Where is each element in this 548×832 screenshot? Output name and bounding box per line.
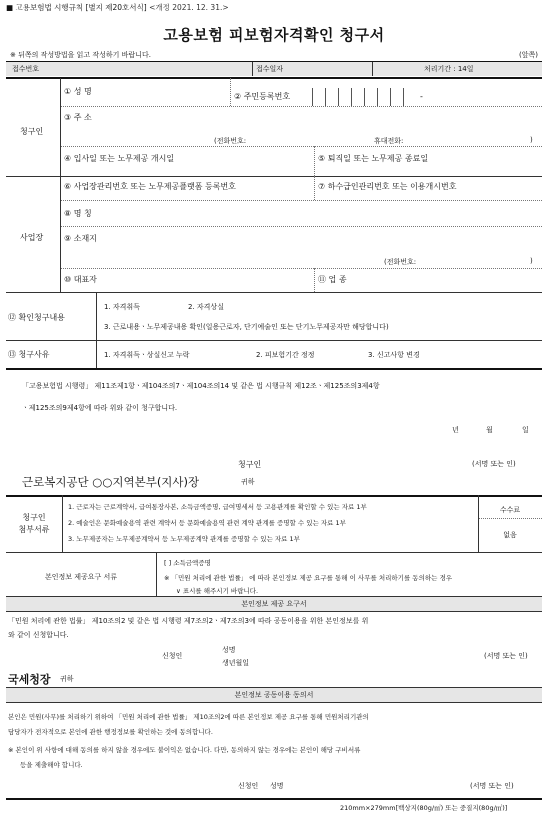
claimant-close-paren: ) [530,136,533,144]
info-name-label: 성명 [222,646,236,654]
receipt-date-label: 접수일자 [256,65,284,73]
instruction-note: ※ 뒤쪽의 작성방법을 읽고 작성하기 바랍니다. [10,51,151,59]
form-ref-text: ■ 고용보험법 시행규칙 [별지 제20호서식] [6,3,147,12]
attachments-label-1: 청구인 [22,513,46,522]
ssn-dash: - [420,92,423,101]
statement-line-1: 「고용보험법 시행령」 제11조제1항ㆍ제104조의7ㆍ제104조의14 및 같은 법 시행규칙 제12조ㆍ제125조의3제4항 [22,382,380,390]
consent-line-1: 본인은 민원(사무)를 처리하기 위하여 「민원 처리에 관한 법률」 제10조의2에 따른 본인정보 제공 요구를 통해 민원처리기관의 [8,713,369,721]
consent-sign: (서명 또는 인) [470,782,514,790]
consent-applicant-label: 신청인 [238,782,259,790]
reason-option-change[interactable]: 3. 신고사항 변경 [368,351,420,359]
date-day: 일 [522,426,529,434]
workplace-close-paren: ) [530,257,533,265]
claim-reason-label: ⑬ 청구사유 [8,350,50,359]
attachments-label-2: 첨부서류 [18,525,50,534]
confirm-option-loss[interactable]: 2. 자격상실 [188,303,224,311]
date-month: 월 [486,426,493,434]
ssn-field-label: ② 주민등록번호 [234,92,291,101]
claimant-mobile-label: 휴대전화: [374,137,404,145]
industry-label: ⑪ 업 종 [318,275,347,284]
workplace-phone-label: (전화번호: [384,258,417,266]
income-cert-checkbox[interactable]: [ ] 소득금액증명 [164,559,211,567]
info-section-line-2: 와 같이 신청합니다. [8,631,69,639]
address-field-label: ③ 주 소 [64,113,92,122]
form-title: 고용보험 피보험자격확인 청구서 [163,26,385,44]
consent-title: 본인정보 공동이용 동의서 [234,691,314,699]
info-request-note-1: ※ 「민원 처리에 관한 법률」 에 따라 본인정보 제공 요구를 통해 이 사무를 처리하기를 동의하는 경우 [164,574,453,582]
claimant-section-label: 청구인 [20,127,44,136]
reason-option-period[interactable]: 2. 피보험기간 정정 [256,351,315,359]
statement-sign: (서명 또는 인) [472,460,516,468]
workplace-mgmt-no-label: ⑥ 사업장관리번호 또는 노무제공플랫폼 등록번호 [64,182,236,191]
receipt-number-label: 접수번호 [12,65,40,73]
end-date-label: ⑤ 퇴직일 또는 노무제공 종료일 [318,154,429,163]
workplace-name-label: ⑧ 명 칭 [64,209,92,218]
confirm-content-label: ⑫ 확인청구내용 [8,313,65,322]
attachment-item-3: 3. 노무제공자는 노무제공계약서 등 노무제공계약 관계를 증명할 수 있는 자료 1부 [68,535,300,543]
date-year: 년 [452,426,459,434]
info-section-line-1: 「민원 처리에 관한 법률」 제10조의2 및 같은 법 시행령 제7조의2ㆍ제7조의3에 따라 공동이용을 위한 본인정보를 위 [8,617,369,625]
info-recipient-agency: 국세청장 [8,673,51,686]
consent-line-3: ※ 본인이 위 사항에 대해 동의를 하지 않을 경우에도 불이익은 없습니다. 다만, 동의하지 않는 경우에는 본인이 해당 구비서류 [8,746,361,754]
consent-line-4: 등을 제출해야 합니다. [20,761,83,769]
workplace-section-label: 사업장 [20,233,44,242]
confirm-option-work-content[interactable]: 3. 근로내용ㆍ노무제공내용 확인(일용근로자, 단기예술인 또는 단기노무제공자만 해당합니다) [104,323,389,331]
address-input[interactable] [110,108,540,128]
paper-spec: 210mm×279mm[백상지(80g/㎡) 또는 중질지(80g/㎡)] [340,804,508,812]
workplace-location-label: ⑨ 소재지 [64,234,97,243]
recipient-honorific: 귀하 [241,478,255,486]
form-reference [6,2,229,13]
recipient-agency: 근로복지공단 ○○지역본부(지사)장 [22,475,200,489]
info-applicant-label: 신청인 [162,652,183,660]
subcontractor-no-label: ⑦ 하수급인관리번호 또는 이용개시번호 [318,182,457,191]
info-sign: (서명 또는 인) [484,652,528,660]
start-date-label: ④ 입사일 또는 노무제공 개시일 [64,154,175,163]
consent-line-2: 담당자가 전자적으로 본인에 관한 행정정보를 확인하는 것에 동의합니다. [8,728,213,736]
info-birth-label: 생년월일 [222,659,250,667]
attachment-item-1: 1. 근로자는 근로계약서, 급여통장사본, 소득금액증명, 급여명세서 등 고용관계를 확인할 수 있는 자료 1부 [68,503,367,511]
confirm-option-acquire[interactable]: 1. 자격취득 [104,303,140,311]
reason-option-omission[interactable]: 1. 자격취득ㆍ상실신고 누락 [104,351,190,359]
name-field-label: ① 성 명 [64,87,92,96]
revision-text: <개정 2021. 12. 31.> [149,3,229,12]
consent-name-label: 성명 [270,782,284,790]
processing-period: 처리기간 : 14일 [424,65,474,73]
attachment-item-2: 2. 예술인은 문화예술용역 관련 계약서 등 문화예술용역 관련 계약 관계를 증명할 수 있는 자료 1부 [68,519,346,527]
info-request-note-2: ∨ 표시를 해주시기 바랍니다. [176,587,259,595]
page-side: (앞쪽) [519,51,538,59]
info-section-title: 본인정보 제공 요구서 [241,600,307,608]
fee-label: 수수료 [499,506,521,514]
statement-line-2: ㆍ제125조의9제4항에 따라 위와 같이 청구합니다. [22,404,178,412]
claimant-phone-label: (전화번호: [214,137,247,145]
statement-claimant-label: 청구인 [238,460,262,469]
info-recipient-honorific: 귀하 [60,675,74,683]
representative-label: ⑩ 대표자 [64,275,97,284]
info-request-label: 본인정보 제공요구 서류 [44,573,118,581]
fee-value: 없음 [503,531,517,539]
